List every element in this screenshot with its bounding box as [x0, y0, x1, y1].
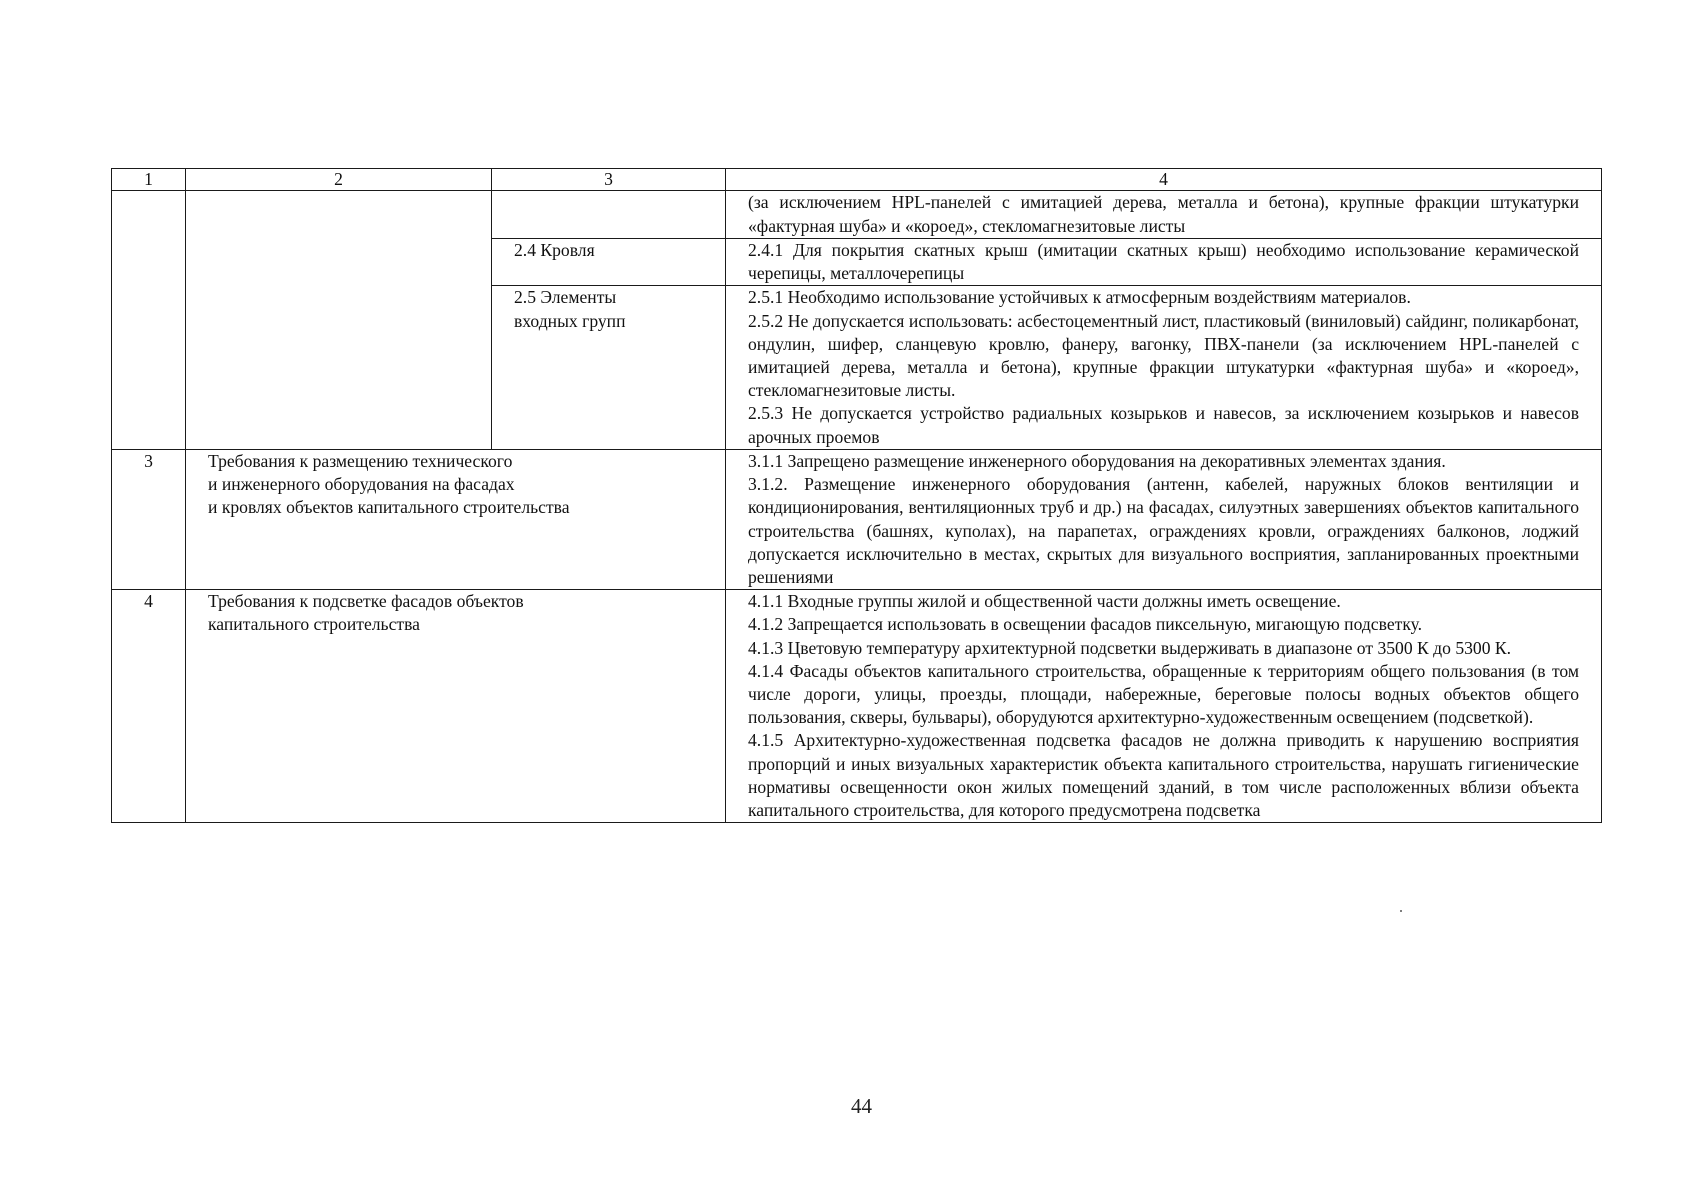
row-number-cell: 4 — [112, 590, 186, 823]
requirement-cell — [186, 449, 726, 589]
requirement-cell — [186, 590, 726, 823]
content-paragraph: 4.1.5 Архитектурно-художественная подсветка фасадов не должна приводить к нарушению восприятия пропорций и иных визуальных характеристик объекта капитального строительства, нарушать гигиенические нормативы освещенности окон жилых помещений зданий, в том числе расположенных вблизи объекта капитального строительства, для которого предусмотрена подсветка — [748, 730, 1579, 821]
table-header-row — [112, 169, 1602, 191]
subsection-cell — [492, 191, 726, 238]
column-number-3: 3 — [492, 169, 726, 191]
requirement-cell — [186, 191, 492, 449]
requirement-line: и инженерного оборудования на фасадах — [208, 474, 515, 495]
subsection-label: 2.4 Кровля — [514, 239, 595, 260]
column-number-4: 4 — [726, 169, 1602, 191]
content-cell — [726, 590, 1602, 823]
content-cell — [726, 238, 1602, 285]
subsection-label: входных групп — [514, 310, 626, 331]
content-paragraph: 3.1.2. Размещение инженерного оборудования (антенн, кабелей, наружных блоков вентиляции и кондиционирования, вентиляционных труб и др.) на фасадах, силуэтных завершениях объектов капитального строительства (башнях, куполах), на парапетах, ограждениях кровли, ограждениях балконов, лоджий допускается исключительно в местах, скрытых для визуального восприятия, запланированных проектными решениями — [748, 474, 1579, 587]
column-number-1: 1 — [112, 169, 186, 191]
row-number-cell — [112, 191, 186, 449]
requirement-line: Требования к подсветке фасадов объектов — [208, 591, 524, 612]
content-paragraph: 2.5.3 Не допускается устройство радиальных козырьков и навесов, за исключением козырьков и навесов арочных проемов — [748, 403, 1579, 447]
content-paragraph: 2.5.2 Не допускается использовать: асбестоцементный лист, пластиковый (виниловый) сайдинг, поликарбонат, ондулин, шифер, сланцевую кровлю, фанеру, вагонку, ПВХ-панели (за исключением HPL-панелей с имитацией дерева, металла и бетона), крупные фракции штукатурки «фактурная шуба» и «короед», стекломагнезитовые листы. — [748, 310, 1579, 401]
table-row — [112, 191, 1602, 238]
content-paragraph: 4.1.1 Входные группы жилой и общественной части должны иметь освещение. — [748, 591, 1341, 612]
subsection-cell — [492, 286, 726, 450]
subsection-cell — [492, 238, 726, 285]
content-paragraph: 4.1.4 Фасады объектов капитального строительства, обращенные к территориям общего пользования (в том числе дороги, улицы, проезды, площади, набережные, береговые полосы водных объектов общего пользования, скверы, бульвары), оборудуются архитектурно-художественным освещением (подсветкой). — [748, 660, 1579, 728]
subsection-label: 2.5 Элементы — [514, 287, 617, 308]
content-cell — [726, 449, 1602, 589]
requirement-line: и кровлях объектов капитального строительства — [208, 497, 570, 518]
table-row — [112, 449, 1602, 589]
content-cell — [726, 286, 1602, 450]
scan-speck — [1400, 910, 1402, 912]
requirements-table — [111, 168, 1602, 823]
content-cell — [726, 191, 1602, 238]
row-number-cell: 3 — [112, 449, 186, 589]
content-paragraph: 4.1.3 Цветовую температуру архитектурной подсветки выдерживать в диапазоне от 3500 К до 5300 К. — [748, 637, 1512, 658]
requirement-line: Требования к размещению технического — [208, 450, 513, 471]
content-paragraph: 3.1.1 Запрещено размещение инженерного оборудования на декоративных элементах здания. — [748, 450, 1446, 471]
column-number-2: 2 — [186, 169, 492, 191]
requirement-line: капитального строительства — [208, 614, 420, 635]
table-row — [112, 590, 1602, 823]
content-paragraph: (за исключением HPL-панелей с имитацией дерева, металла и бетона), крупные фракции штукатурки «фактурная шуба» и «короед», стекломагнезитовые листы — [748, 192, 1579, 236]
content-paragraph: 4.1.2 Запрещается использовать в освещении фасадов пиксельную, мигающую подсветку. — [748, 614, 1423, 635]
page-number: 44 — [851, 1094, 872, 1118]
content-paragraph: 2.5.1 Необходимо использование устойчивых к атмосферным воздействиям материалов. — [748, 287, 1411, 308]
content-paragraph: 2.4.1 Для покрытия скатных крыш (имитации скатных крыш) необходимо использование керамической черепицы, металлочерепицы — [748, 239, 1579, 284]
